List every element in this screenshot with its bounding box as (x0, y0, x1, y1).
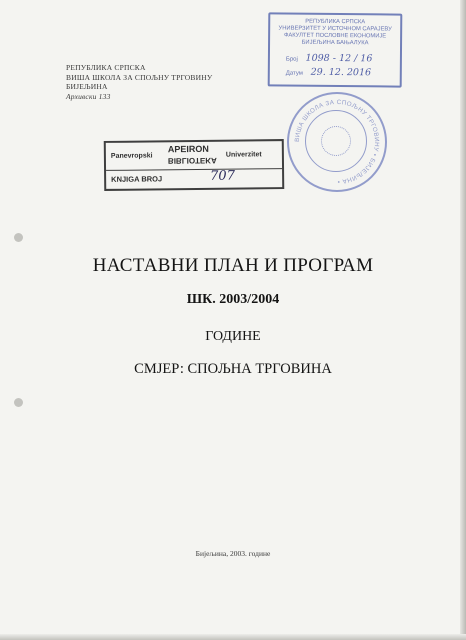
header-line-city: БИЈЕЉИНА (66, 82, 108, 91)
registry-stamp-date-row (286, 67, 371, 79)
place-and-date: Бијељина, 2003. године (195, 549, 271, 558)
document-title: НАСТАВНИ ПЛАН И ПРОГРАМ (92, 255, 374, 276)
library-stamp-book-number: 707 (210, 168, 236, 184)
registry-stamp-number: 1098 - 12 / 16 (305, 52, 373, 65)
library-stamp-left: Panevropski (110, 152, 153, 160)
seal-emblem-icon (321, 126, 351, 156)
seal-ring-text: ВИША ШКОЛА ЗА СПОЉНУ ТРГОВИНУ • БИЈЕЉИНА • (293, 98, 381, 186)
library-stamp (104, 139, 285, 191)
school-year: ШК. 2003/2004 (186, 292, 280, 307)
registry-stamp-line4: БИЈЕЉИНА БАЊАЛУКА (301, 39, 369, 47)
registry-stamp-date: 29. 12. 2016 (310, 66, 372, 79)
institution-header (66, 63, 216, 101)
header-line-archive: Архивски 133 (66, 91, 111, 101)
registry-stamp-number-row (286, 53, 373, 65)
study-direction: СМЈЕР: СПОЉНА ТРГОВИНА (134, 361, 332, 377)
library-stamp-center-bottom: BIBLIOTEKA (167, 155, 217, 166)
library-stamp-right: Univerzitet (225, 151, 262, 159)
registry-stamp-line3: ФАКУЛТЕТ ПОСЛОВНЕ ЕКОНОМИЈЕ (284, 32, 387, 40)
registry-stamp-line2: УНИВЕРЗИТЕТ У ИСТОЧНОМ САРАЈЕВУ (278, 25, 392, 33)
library-stamp-divider (106, 168, 282, 171)
punch-hole-top (14, 233, 23, 242)
library-stamp-center-top: APEIRON (167, 143, 209, 155)
registry-stamp-number-label: Број (285, 56, 298, 63)
registry-stamp (268, 12, 403, 87)
year-word: ГОДИНЕ (205, 329, 261, 344)
header-line-republic: РЕПУБЛИКА СРПСКА (66, 63, 146, 72)
scan-edge-bottom (0, 634, 466, 640)
library-stamp-book-label: KNJIGA BROJ (111, 174, 163, 184)
registry-stamp-date-label: Датум (285, 70, 303, 77)
scan-edge-right (460, 0, 466, 640)
punch-hole-bottom (14, 398, 23, 407)
header-line-school: ВИША ШКОЛА ЗА СПОЉНУ ТРГОВИНУ (66, 72, 213, 82)
round-seal (287, 92, 387, 192)
registry-stamp-line1: РЕПУБЛИКА СРПСКА (305, 18, 366, 26)
